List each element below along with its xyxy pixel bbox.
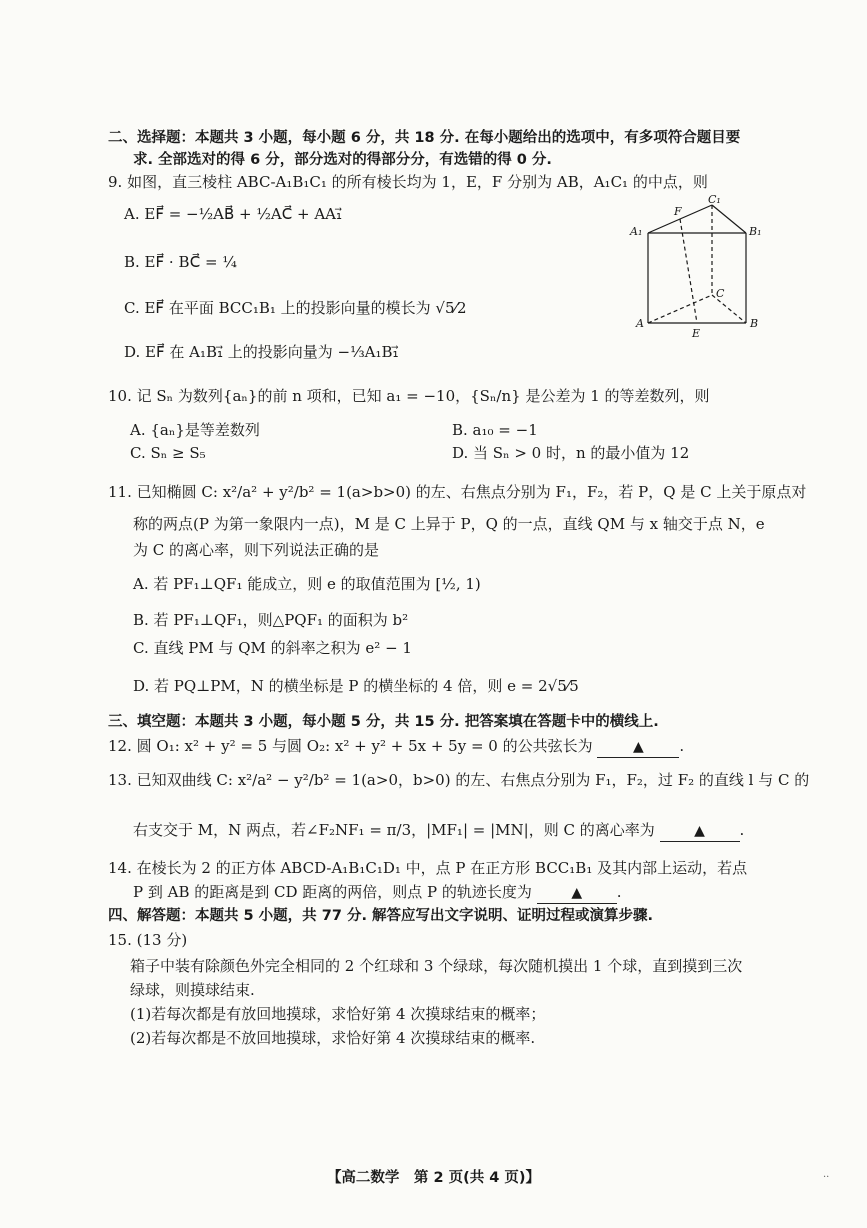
label-b1: B₁ [749, 225, 762, 238]
q15-text-1: 箱子中装有除颜色外完全相同的 2 个红球和 3 个绿球，每次随机摸出 1 个球，直到摸到三次 [130, 957, 743, 975]
label-a: A [636, 317, 644, 330]
q14-line-2: P 到 AB 的距离是到 CD 距离的两倍，则点 P 的轨迹长度为 ▲ . [133, 882, 622, 904]
q9-option-a: A. EF⃗ = −½AB⃗ + ½AC⃗ + AA₁⃗ [124, 205, 343, 223]
section4-heading: 四、解答题：本题共 5 小题，共 77 分. 解答应写出文字说明、证明过程或演算步骤. [108, 908, 654, 924]
q9-option-d: D. EF⃗ 在 A₁B₁⃗ 上的投影向量为 −⅓A₁B₁⃗ [124, 343, 399, 361]
q9-stem: 9. 如图，直三棱柱 ABC-A₁B₁C₁ 的所有棱长均为 1，E，F 分别为 AB，A₁C₁ 的中点，则 [108, 173, 708, 191]
q10-option-d: D. 当 Sₙ > 0 时，n 的最小值为 12 [452, 444, 690, 462]
q14-stem-1: 14. 在棱长为 2 的正方体 ABCD-A₁B₁C₁D₁ 中，点 P 在正方形 BCC₁B₁ 及其内部上运动，若点 [108, 859, 748, 877]
q9-option-c: C. EF⃗ 在平面 BCC₁B₁ 上的投影向量的模长为 √5⁄2 [124, 299, 467, 317]
q11-option-d: D. 若 PQ⊥PM，N 的横坐标是 P 的横坐标的 4 倍，则 e = 2√5⁄5 [133, 677, 579, 695]
prism-figure [628, 193, 766, 341]
q15-part-2: (2)若每次都是不放回地摸球，求恰好第 4 次摸球结束的概率. [130, 1029, 536, 1047]
q12-stem: 12. 圆 O₁: x² + y² = 5 与圆 O₂: x² + y² + 5x + 5y = 0 的公共弦长为 [108, 737, 593, 755]
q13-answer-blank: ▲ [660, 821, 740, 842]
q14-stem-2: P 到 AB 的距离是到 CD 距离的两倍，则点 P 的轨迹长度为 [133, 883, 532, 901]
q13-stem-1: 13. 已知双曲线 C: x²/a² − y²/b² = 1(a>0，b>0) 的左、右焦点分别为 F₁，F₂，过 F₂ 的直线 l 与 C 的 [108, 771, 810, 789]
q15-text-2: 绿球，则摸球结束. [130, 981, 255, 999]
section2-heading: 二、选择题：本题共 3 小题，每小题 6 分，共 18 分. 在每小题给出的选项中，有多项符合题目要 [108, 130, 741, 146]
q14-answer-blank: ▲ [537, 883, 617, 904]
q15-label: 15. (13 分) [108, 931, 188, 949]
q11-option-c: C. 直线 PM 与 QM 的斜率之积为 e² − 1 [133, 639, 412, 657]
section3-heading: 三、填空题：本题共 3 小题，每小题 5 分，共 15 分. 把答案填在答题卡中的横线上. [108, 714, 659, 730]
q11-option-b: B. 若 PF₁⊥QF₁，则△PQF₁ 的面积为 b² [133, 611, 409, 629]
q10-option-a: A. {aₙ}是等差数列 [130, 421, 260, 439]
label-c1: C₁ [708, 193, 721, 206]
q11-option-a: A. 若 PF₁⊥QF₁ 能成立，则 e 的取值范围为 [½, 1) [133, 575, 481, 593]
footer-mark: ·· [823, 1172, 830, 1183]
label-b: B [750, 317, 759, 330]
section2-heading-cont: 求. 全部选对的得 6 分，部分选对的得部分分，有选错的得 0 分. [133, 152, 552, 168]
q13-stem-2: 右支交于 M，N 两点，若∠F₂NF₁ = π/3，|MF₁| = |MN|，则 C 的离心率为 [133, 821, 655, 839]
label-c: C [716, 287, 725, 300]
q13-line-2: 右支交于 M，N 两点，若∠F₂NF₁ = π/3，|MF₁| = |MN|，则 C 的离心率为 ▲ . [133, 820, 744, 842]
q11-stem-2: 称的两点(P 为第一象限内一点)，M 是 C 上异于 P，Q 的一点，直线 QM 与 x 轴交于点 N，e [133, 515, 765, 533]
label-e: E [692, 327, 701, 340]
label-a1: A₁ [630, 225, 643, 238]
q11-stem-1: 11. 已知椭圆 C: x²/a² + y²/b² = 1(a>b>0) 的左、右焦点分别为 F₁，F₂，若 P，Q 是 C 上关于原点对 [108, 483, 807, 501]
q11-stem-3: 为 C 的离心率，则下列说法正确的是 [133, 541, 380, 559]
page-footer: 【高二数学 第 2 页(共 4 页)】 [326, 1170, 541, 1186]
label-f: F [674, 205, 682, 218]
q15-part-1: (1)若每次都是有放回地摸球，求恰好第 4 次摸球结束的概率； [130, 1005, 546, 1023]
q10-option-c: C. Sₙ ≥ S₅ [130, 444, 206, 462]
q9-option-b: B. EF⃗ · BC⃗ = ¼ [124, 253, 237, 271]
q12-line: 12. 圆 O₁: x² + y² = 5 与圆 O₂: x² + y² + 5x + 5y = 0 的公共弦长为 ▲ . [108, 736, 684, 758]
q10-stem: 10. 记 Sₙ 为数列{aₙ}的前 n 项和，已知 a₁ = −10，{Sₙ/n} 是公差为 1 的等差数列，则 [108, 387, 710, 405]
q10-option-b: B. a₁₀ = −1 [452, 421, 538, 439]
q12-answer-blank: ▲ [597, 737, 679, 758]
